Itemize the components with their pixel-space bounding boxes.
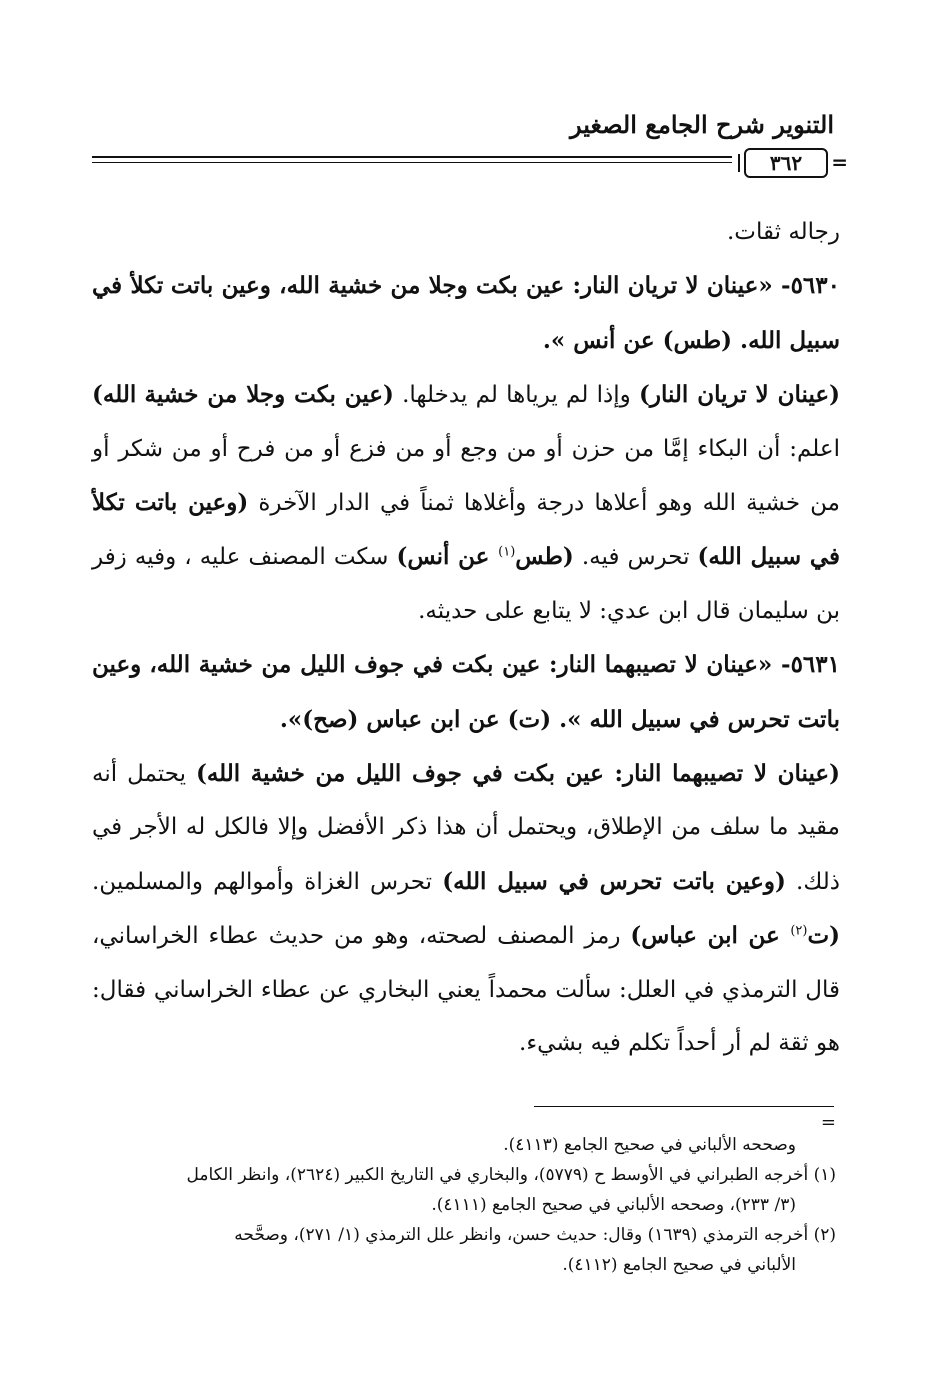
header-rule-thin [92,162,732,163]
commentary-5631 [92,747,840,1070]
footnote-text: (١) أخرجه الطبراني في الأوسط ح (٥٧٧٩)، والبخاري في التاريخ الكبير (٢٦٢٤)، وانظر الكامل [186,1165,836,1185]
hadith-text: تكلأ في سبيل الله. (طس) عن أنس ». [92,272,840,354]
commentary-text: قال الترمذي في العلل: سألت محمداً يعني البخاري عن عطاء الخراساني فقال: [92,976,840,1003]
quoted-phrase: (عينان لا تريان النار) [638,381,840,409]
source-ref: (طس [515,543,574,571]
page-number [744,148,828,178]
footnote-marker: (٢) [790,923,808,939]
footnote-1 [92,1160,836,1190]
source-ref: عن أنس) [396,543,499,571]
hadith-5630 [92,259,840,368]
footnote-2 [92,1220,836,1250]
source-ref: (ت [807,922,840,950]
header-equals-mark: = [831,150,848,174]
quoted-phrase: (وعين باتت [134,489,249,517]
line-text: رجاله ثقات. [727,219,840,245]
quoted-phrase: (وعين باتت تحرس في سبيل الله) [442,867,786,895]
quoted-phrase: (عينان لا تصيبهما النار: عين بكت في جوف الليل من خشية الله) [195,760,841,788]
footnote-separator [534,1106,834,1107]
quoted-phrase: (عين بكت وجلا من خشية [144,381,394,409]
footnote-continued: وصححه الألباني في صحيح الجامع (٤١١٣). [503,1135,796,1155]
commentary-text: سكت المصنف عليه ، وفيه [134,544,397,571]
quoted-phrase: تكلأ في سبيل الله) [92,489,840,571]
footnote-text: (٢) أخرجه الترمذي (١٦٣٩) وقال: حديث حسن، وانظر علل الترمذي (١/ ٢٧١)، وصحَّحه [234,1225,836,1245]
commentary-text: اعلم: أن البكاء إمَّا من حزن أو من وجع أو من فزع أو من فرح أو من شكر [118,435,841,462]
header-rule [92,156,732,158]
hadith-5631 [92,638,840,747]
commentary-text: تحرس فيه. [573,544,698,571]
commentary-text: وإذا لم يرياها لم يدخلها. [393,382,639,409]
commentary-text: مقيد ما سلف من الإطلاق، ويحتمل أن هذا ذكر الأفضل وإلا فالكل له الأجر [130,814,841,841]
commentary-text: يحتمل أنه [92,761,196,788]
footnote-2-cont: الألباني في صحيح الجامع (٤١١٢). [562,1255,796,1275]
footnote-1-cont: (٣/ ٢٣٣)، وصححه الألباني في صحيح الجامع (٤١١١). [431,1195,796,1215]
commentary-text: في ذلك. [92,814,840,895]
commentary-text: هو ثقة لم أر أحداً تكلم فيه بشيء. [519,1030,840,1057]
commentary-text: زفر بن سليمان قال ابن عدي: لا يتابع على حديثه. [92,544,840,624]
commentary-text: تحرس الغزاة وأموالهم والمسلمين. [92,868,443,895]
commentary-text: رمز المصنف لصحته، وهو من حديث عطاء الخراساني، [92,923,631,950]
footnote-equals-mark: = [820,1112,836,1133]
page-header [92,110,848,180]
footnotes [92,1130,836,1280]
commentary-5630 [92,368,840,638]
hadith-text: ٥٦٣٠- «عينان لا تريان النار: عين بكت وجلا من خشية الله، وعين باتت [170,272,840,300]
source-ref: عن ابن عباس) [630,922,791,950]
hadith-text: ٥٦٣١- «عينان لا تصيبهما النار: عين بكت في جوف الليل من خشية الله، [149,651,840,679]
running-title: التنوير شرح الجامع الصغير [570,110,834,139]
page-number-value: ٣٦٢ [769,151,803,175]
quoted-phrase: الله) [92,381,137,409]
body-text [92,206,840,1071]
footnote-marker: (١) [498,544,516,560]
hadith-text: وعين باتت تحرس في سبيل الله ». (ت) عن ابن عباس (صح)». [92,651,840,733]
commentary-text: أو من خشية الله وهو أعلاها درجة وأغلاها ثمناً في الدار الآخرة [92,435,840,517]
text-line [92,206,840,259]
